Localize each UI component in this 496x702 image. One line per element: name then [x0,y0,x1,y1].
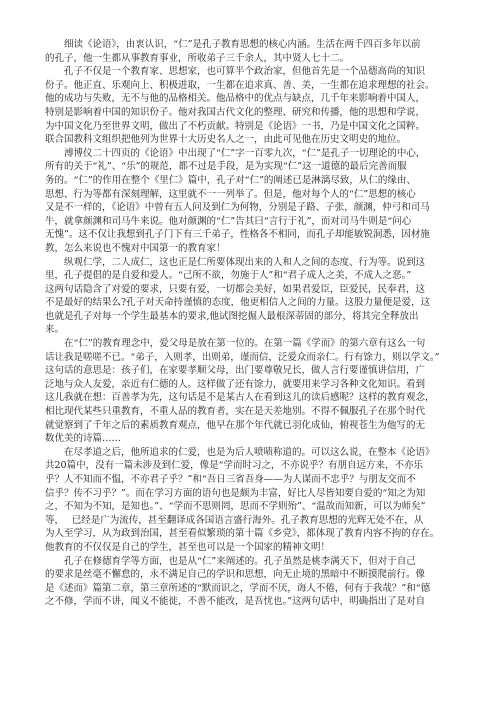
text-line: 共20篇中，没有一篇未涉及到仁爱，像是“学而时习之，不亦说乎？有朋自远方来，不亦乐 [45,460,423,472]
text-line: 乎？人不知而不愠，不亦君子乎？”和“吾日三省吾身——为人谋而不忠乎？与朋友交而不 [45,474,416,485]
text-line: 里，孔子提倡的是自爱和爱人。“己所不欲，勿施于人”和“君子成人之美，不成人之恶。” [45,270,412,282]
text-line: 在“仁”的教育理念中，爱父母是放在第一位的。在第一篇《学而》的第六章有这么一句 [45,338,426,350]
text-line: 务的。“仁”的作用在整个《里仁》篇中，孔子对“仁”的阐述已是淋漓尽致，从仁的缘由、 [45,174,416,186]
body-text [45,38,461,609]
text-line: 这句话的意思是：孩子们，在家要孝顺父母，出门要尊敬兄长，做人言行要谨慎讲信用，广 [45,365,426,377]
paragraph [45,337,461,446]
text-line: 细读《论语》，由衷认识，“仁”是孔子教育思想的核心内涵。生活在两千四百多年以前 [45,39,421,50]
text-line: 是《述而》篇第二章，第三章所述的“默而识之，学而不厌，诲人不倦，何有于我哉？”和“德 [45,582,431,594]
text-line: 不是最好的结果么?孔子对天命持谨慎的态度，他更相信人之间的力量。这股力量便是爱，这 [45,297,431,309]
text-line: 这儿我就在想：百善孝为先，这句话是不是某古人在看到这儿的读后感呢？这样的教育观念， [45,392,435,404]
text-line: 之，不知为不知，是知也。”、“学而不思则罔，思而不学则殆”、“温故而知新，可以为师矣” [45,501,426,513]
text-line: 孔子不仅是一个教育家、思想家，也可算半个政治家，但他首先是一个品德高尚的知识 [45,66,426,78]
text-line: 就觉察到了千年之后的素质教育观点，他早在那个年代就已羽化成仙，俯视苍生为他写的无 [45,419,426,431]
paragraph [45,256,461,338]
text-line: 的孔子，他一生都从事教育事业，所收弟子三千余人，其中贤人七十二。 [45,52,350,64]
text-line: 数优美的诗篇…… [45,433,122,445]
text-line: 为人至学习，从为政到治国，甚至看似繁琐的第十篇《乡党》，都体现了教育内容不拘的存在。 [45,528,440,540]
text-line: 特别是影响着中国的知识份子。他对我国古代文化的整理、研究和传播，他的思想和学说， [45,106,426,118]
text-line: 孔子在修德育学等方面，也是从“仁”来阐述的。孔子虽然是桃李满天下，但对于自己 [45,555,416,567]
text-line: 联合国教科文组织把他列为世界十大历史名人之一，由此可见他在历史文明史的地位。 [45,134,407,146]
text-line: 份子。他正直、乐观向上、积极进取，一生都在追求真、善、美，一生都在追求理想的社会。 [45,79,435,91]
text-line: 又是不一样的，《论语》中曾有五人问及到仁为何物，分别是子路、子张，颜渊，仲弓和司马 [45,202,430,214]
text-line: 思想、行为等都有深刻理解，这里就不一一列举了。但是，他对每个人的“仁”思想的核心 [45,188,416,200]
text-line: 信乎？传不习乎？”。而在学习方面的语句也是颇为丰富，好比人尽皆知要自爱的“知之为知 [45,487,426,499]
text-line: 来。 [45,324,65,336]
text-line: 之不修，学而不讲，闻义不能徙，不善不能改，是吾忧也。”这两句话中，明确指出了是对自 [45,596,426,608]
text-line: 等， 已经是广为流传，甚至翻译成各国语言盛行海外。孔子教育思想的光辉无处不在，从 [45,514,424,526]
text-line: 他的成功与失败，无不与他的品格相关。他品格中的优点与缺点，几千年来影响着中国人， [45,93,426,105]
text-line: 泛地与众人友爱，亲近有仁德的人。这样做了还有馀力，就要用来学习各种文化知识。看到 [45,378,426,390]
paragraph [45,65,461,147]
text-line: 相比现代某些只重教育，不重人品的教育者，实在是天差地别。不得不佩服孔子在那个时代 [45,406,426,418]
text-line: 溥博仪二十四页的《论语》中出现了“仁”字一百零九次，“仁”是孔子一切理论的中心， [45,147,426,159]
text-line: 这两句话隐含了对爱的要求，只要有爱，一切都会美好，如果君爱臣，臣爱民，民奉君，这 [45,283,426,295]
text-line: 为中国文化乃至世界文明，做出了不朽贡献。特别是《论语》一书，乃是中国文化之国粹。 [45,120,426,132]
paragraph [45,147,461,256]
paragraph [45,555,461,609]
text-line: 也就是孔子对每一个学生最基本的要求,他试图挖掘人最根深蒂固的部分，将其完全释放出 [45,310,419,322]
text-line: 教，怎么来说也不愧对中国第一的教育家！ [45,242,226,254]
text-line: 牛，就拿颜渊和司马牛来说。他对颜渊的“仁”告其曰“言行于礼”，而对司马牛则是“问心 [45,215,412,227]
text-line: 无愧”。这不仅让我想到孔子门下有三千弟子，性格各不相同，而孔子却能敏锐洞悉，因材施 [45,229,430,241]
text-line: 纵观仁学，二人成仁，这也正是仁所要体现出来的人和人之间的态度、行为等。说到这 [45,256,426,268]
paragraph [45,446,461,555]
text-line: 的要求是丝毫不懈怠的，永不满足自己的学识和思想，向无止境的黑暗中不断摸爬前行。像 [45,569,426,581]
paragraph [45,38,461,65]
text-line: 他教育的不仅仅是自己的学生，甚至也可以是一个国家的精神文明！ [45,541,331,553]
text-line: 所有的关于“礼”、“乐”的规范，都不过是手段，是为实现“仁”这一道德的最后完善而服 [45,161,407,173]
text-line: 在尽孝道之后，他所追求的仁爱，也是为后人喷啧称道的。可以这么说，在整本《论语》 [45,446,435,458]
text-line: 话让我是嗟嗟不已。“弟子，入则孝，出则弟，谨而信，泛爱众而亲仁。行有馀力，则以学文。” [45,351,440,363]
